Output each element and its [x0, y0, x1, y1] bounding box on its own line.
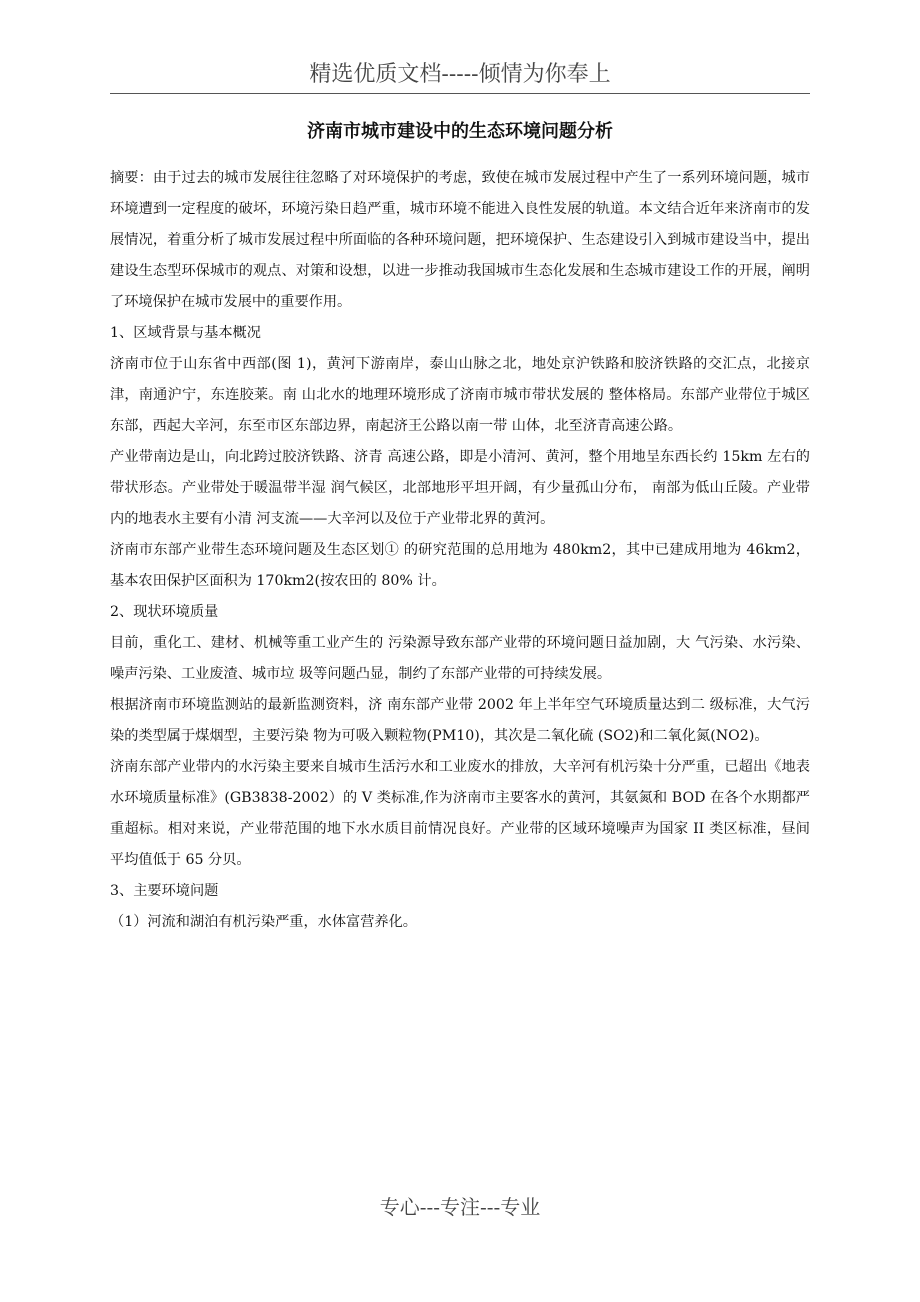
document-body [110, 163, 810, 938]
header-divider [110, 93, 810, 94]
body-paragraph: （1）河流和湖泊有机污染严重，水体富营养化。 [110, 914, 417, 930]
body-paragraph: 济南东部产业带内的水污染主要来自城市生活污水和工业废水的排放，大辛河有机污染十分严重，已超出《地表水环境质量标准》(GB3838-2002）的 V 类标准,作为济南市主要客水的黄河，其氨氮和 BOD 在各个水期都严重超标。相对来说，产业带范围的地下水水质目前情况良好。产业带的区域环境噪声为国家 II 类区标准，昼间平均值低于 65 分贝。 [110, 759, 810, 868]
page-footer: 专心---专注---专业 [379, 1195, 541, 1219]
page-header: 精选优质文档-----倾情为你奉上 [309, 62, 611, 87]
abstract-paragraph: 摘要：由于过去的城市发展往往忽略了对环境保护的考虑，致使在城市发展过程中产生了一系列环境问题，城市环境遭到一定程度的破坏，环境污染日趋严重，城市环境不能进入良性发展的轨道。本文结合近年来济南市的发展情况，着重分析了城市发展过程中所面临的各种环境问题，把环境保护、生态建设引入到城市建设当中，提出建设生态型环保城市的观点、对策和设想，以进一步推动我国城市生态化发展和生态城市建设工作的开展，阐明了环境保护在城市发展中的重要作用。 [110, 170, 810, 310]
body-paragraph: 目前，重化工、建材、机械等重工业产生的 污染源导致东部产业带的环境问题日益加剧，大 气污染、水污染、噪声污染、工业废渣、城市垃 圾等问题凸显，制约了东部产业带的可持续发展。 [110, 635, 810, 682]
section-heading: 3、主要环境问题 [110, 883, 219, 899]
document-title: 济南市城市建设中的生态环境问题分析 [307, 121, 613, 142]
body-paragraph: 根据济南市环境监测站的最新监测资料，济 南东部产业带 2002 年上半年空气环境质量达到二 级标准，大气污染的类型属于煤烟型，主要污染 物为可吸入颗粒物(PM10)，其次是二氧化硫 (SO2)和二氧化氮(NO2)。 [110, 697, 810, 744]
body-paragraph: 济南市位于山东省中西部(图 1)，黄河下游南岸，泰山山脉之北，地处京沪铁路和胶济铁路的交汇点，北接京津，南通沪宁，东连胶莱。南 山北水的地理环境形成了济南市城市带状发展的 整体格局。东部产业带位于城区东部，西起大辛河，东至市区东部边界，南起济王公路以南一带 山体，北至济青高速公路。 [110, 356, 810, 434]
section-heading: 1、区域背景与基本概况 [110, 325, 261, 341]
body-paragraph: 产业带南边是山，向北跨过胶济铁路、济青 高速公路，即是小清河、黄河，整个用地呈东西长约 15km 左右的带状形态。产业带处于暖温带半湿 润气候区，北部地形平坦开阔，有少量孤山分布， 南部为低山丘陵。产业带内的地表水主要有小清 河支流——大辛河以及位于产业带北界的黄河。 [110, 449, 810, 527]
section-heading: 2、现状环境质量 [110, 604, 219, 620]
body-paragraph: 济南市东部产业带生态环境问题及生态区划① 的研究范围的总用地为 480km2，其中已建成用地为 46km2，基本农田保护区面积为 170km2(按农田的 80% 计。 [110, 542, 810, 589]
